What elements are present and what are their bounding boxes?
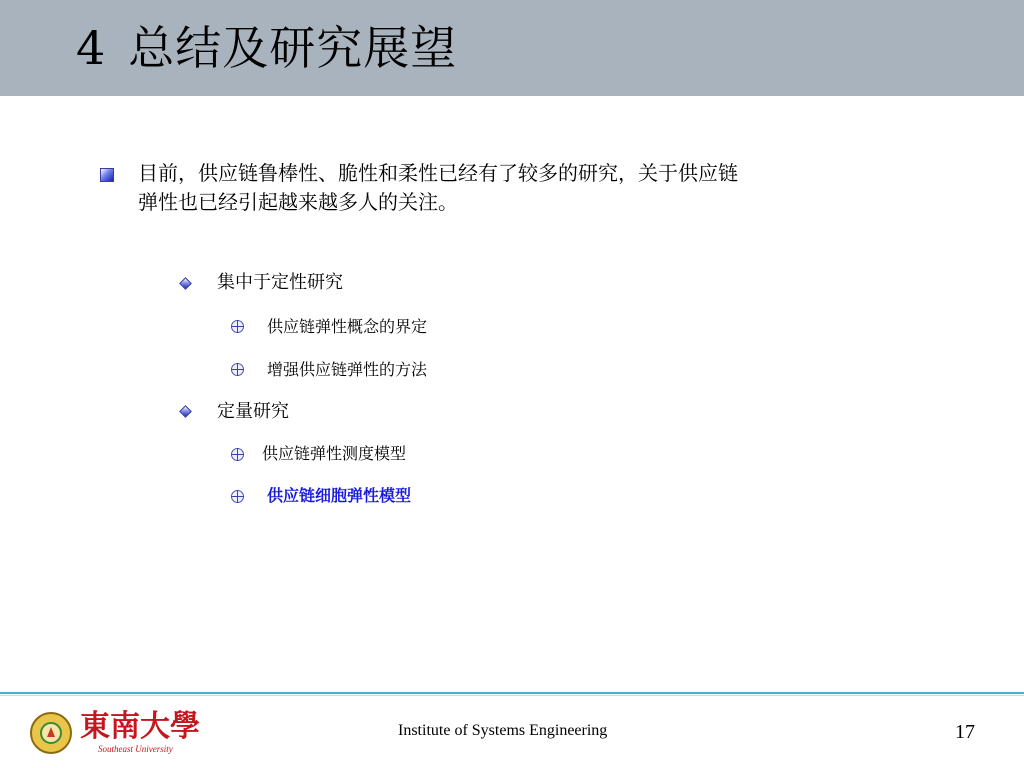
title-number: 4 xyxy=(76,21,107,75)
crosshair-bullet-icon xyxy=(231,490,244,503)
title-bar xyxy=(0,0,1024,96)
list-item: 供应链弹性概念的界定 xyxy=(267,317,428,336)
intro-line-1: 目前，供应链鲁棒性、脆性和柔性已经有了较多的研究，关于供应链 xyxy=(138,161,738,185)
logo-chinese-name: 東南大學 xyxy=(80,709,200,744)
square-bullet-icon xyxy=(100,168,114,182)
crosshair-bullet-icon xyxy=(231,320,244,333)
footer-divider-light xyxy=(0,695,1024,696)
list-item: 供应链弹性测度模型 xyxy=(262,444,407,463)
title-text: 总结及研究展望 xyxy=(128,21,458,75)
crosshair-bullet-icon xyxy=(231,363,244,376)
list-item: 增强供应链弹性的方法 xyxy=(267,360,428,379)
intro-line-2: 弹性也已经引起越来越多人的关注。 xyxy=(138,190,458,214)
diamond-bullet-icon xyxy=(179,277,192,290)
crosshair-bullet-icon xyxy=(231,448,244,461)
logo-english-name: Southeast University xyxy=(98,744,173,754)
footer-divider xyxy=(0,692,1024,694)
section-label-qualitative: 集中于定性研究 xyxy=(217,272,343,293)
diamond-bullet-icon xyxy=(179,405,192,418)
list-item-highlighted: 供应链细胞弹性模型 xyxy=(267,486,412,505)
footer-institute: Institute of Systems Engineering xyxy=(398,722,608,739)
section-label-quantitative: 定量研究 xyxy=(217,401,289,422)
slide-title xyxy=(76,18,457,78)
university-seal-icon xyxy=(30,712,72,754)
intro-paragraph xyxy=(138,159,918,217)
page-number: 17 xyxy=(955,721,975,743)
university-logo xyxy=(80,709,200,756)
